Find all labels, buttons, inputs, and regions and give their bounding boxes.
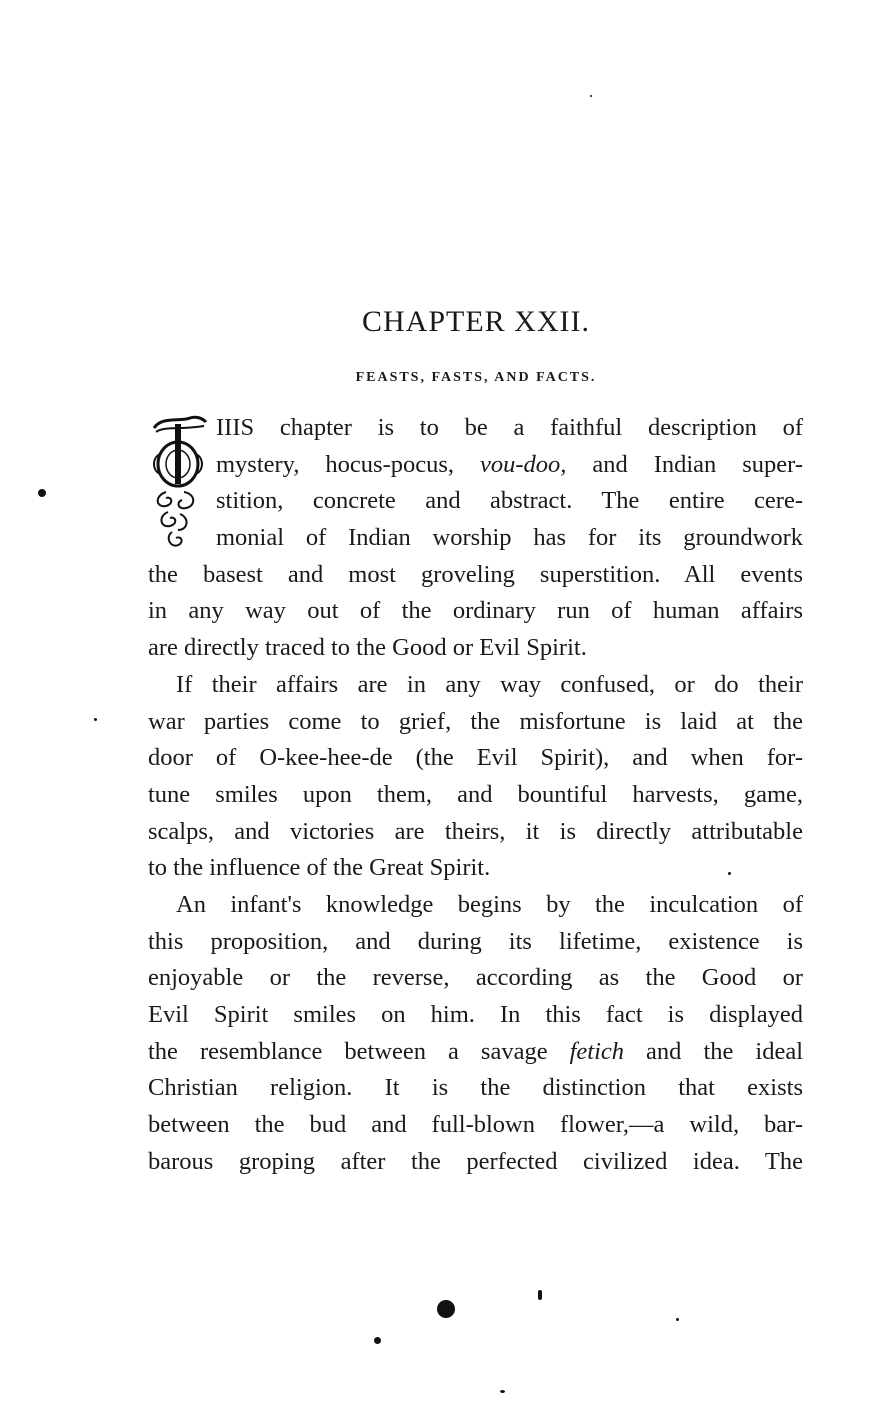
chapter-subtitle: FEASTS, FASTS, AND FACTS.	[355, 370, 597, 385]
text-line: An infant's knowledge begins by the inculcation of	[176, 890, 803, 918]
text-line: mystery, hocus-pocus, vou-doo, and Indian super-	[216, 450, 803, 478]
ink-speck	[38, 489, 46, 497]
text-line: in any way out of the ordinary run of human affairs	[148, 597, 803, 625]
body-text	[148, 410, 803, 1180]
italic-term: fetich	[569, 1037, 625, 1065]
ink-speck	[538, 1290, 542, 1300]
ink-speck	[676, 1318, 679, 1321]
ink-speck	[728, 872, 731, 875]
ink-speck	[374, 1337, 381, 1344]
text-line: Evil Spirit smiles on him. In this fact is displayed	[148, 1001, 803, 1028]
paragraph-2	[148, 667, 803, 887]
text-line: Christian religion. It is the distinction that exists	[148, 1074, 803, 1102]
text-line: this proposition, and during its lifetime, existence is	[148, 927, 803, 955]
text-line: scalps, and victories are theirs, it is directly attributable	[148, 817, 803, 845]
text-line: stition, concrete and abstract. The entire cere-	[216, 487, 803, 515]
text-line: enjoyable or the reverse, according as the Good or	[148, 964, 803, 992]
chapter-title: CHAPTER XXII.	[362, 305, 590, 338]
text-line: IIIS chapter is to be a faithful description of	[216, 414, 803, 441]
text-line: If their affairs are in any way confused, or do their	[176, 670, 803, 698]
ink-speck	[500, 1390, 505, 1393]
ink-speck	[437, 1300, 455, 1318]
text-line: the basest and most groveling superstition. All events	[148, 560, 803, 588]
paragraph-3	[148, 887, 803, 1181]
text-line: barous groping after the perfected civilized idea. The	[148, 1147, 803, 1175]
text-line: are directly traced to the Good or Evil Spirit.	[148, 634, 587, 662]
text-line: to the influence of the Great Spirit.	[148, 854, 491, 882]
text-line: door of O-kee-hee-de (the Evil Spirit), and when for-	[148, 744, 803, 772]
italic-term: vou-doo,	[480, 450, 567, 478]
paragraph-1	[148, 410, 803, 667]
text-line: war parties come to grief, the misfortune is laid at the	[148, 707, 803, 735]
text-line: tune smiles upon them, and bountiful harvests, game,	[148, 780, 803, 808]
text-line: the resemblance between a savage fetich and the ideal	[148, 1037, 804, 1065]
ink-speck	[590, 95, 592, 97]
ink-speck	[94, 718, 97, 721]
text-line: between the bud and full-blown flower,—a wild, bar-	[148, 1111, 803, 1139]
text-line: monial of Indian worship has for its groundwork	[216, 524, 803, 552]
